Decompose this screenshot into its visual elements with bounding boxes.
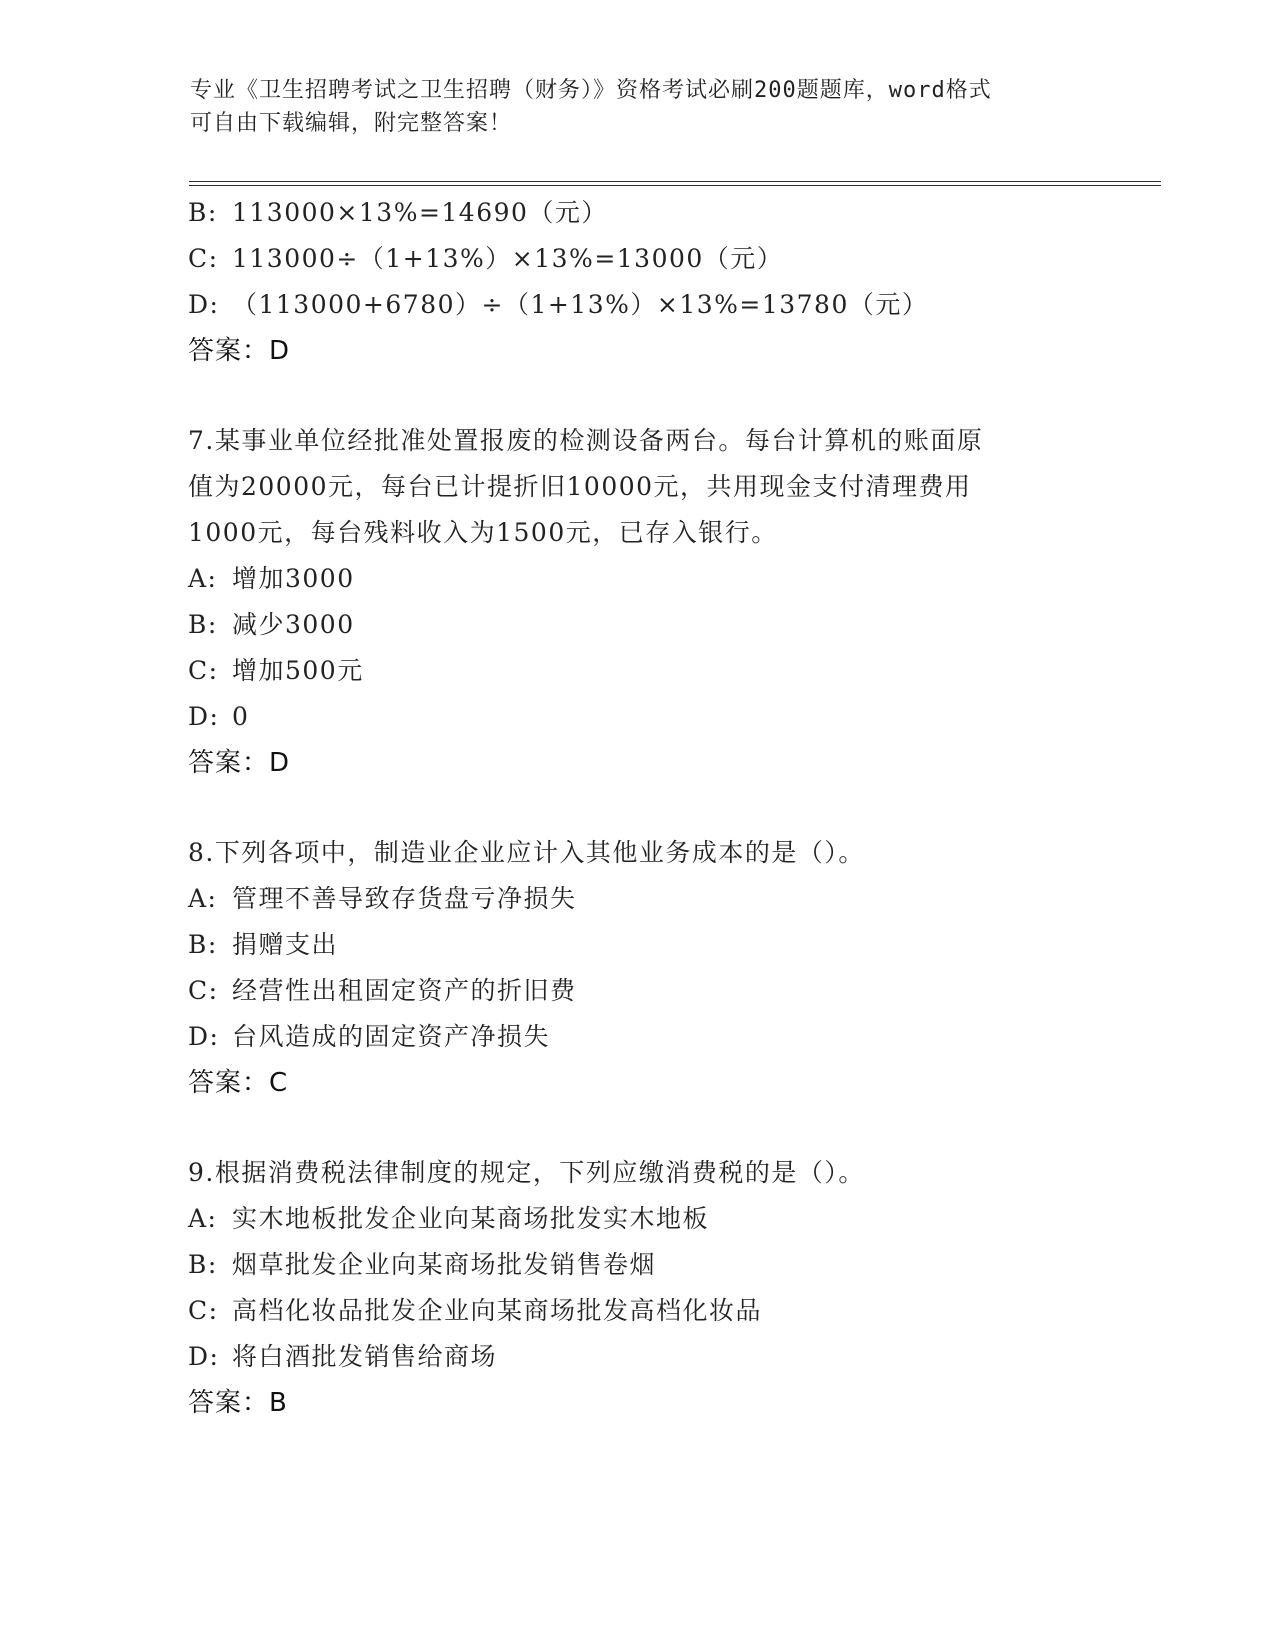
spacer [188,1106,1088,1150]
document-body [188,190,1088,1426]
option-text: 实木地板批发企业向某商场批发实木地板 [232,1204,710,1233]
option-a [188,876,1088,922]
header-divider-bottom [189,185,1161,186]
option-letter: A: [188,564,218,593]
question-stem-line: 9.根据消费税法律制度的规定，下列应缴消费税的是（）。 [188,1158,865,1187]
answer-line: 答案：D [188,336,291,366]
document-header [190,74,1090,140]
option-letter: D: [188,1342,220,1371]
question-7 [188,418,1088,786]
option-b [188,190,1088,236]
question-stem-line: 值为20000元，每台已计提折旧10000元，共用现金支付清理费用 [188,472,972,501]
option-d [188,282,1088,328]
option-d [188,1334,1088,1380]
answer-line: 答案：C [188,1068,289,1098]
question-9 [188,1150,1088,1426]
header-line-2: 可自由下载编辑，附完整答案！ [190,111,513,136]
option-letter: B: [188,610,218,639]
header-divider-top [189,181,1161,182]
option-letter: C: [188,976,219,1005]
question-stem-line: 1000元，每台残料收入为1500元，已存入银行。 [188,518,778,547]
answer-line: 答案：B [188,1388,288,1418]
option-b [188,1242,1088,1288]
option-a [188,1196,1088,1242]
option-letter: B: [188,1250,218,1279]
option-text: 0 [232,702,250,731]
option-c [188,1288,1088,1334]
header-line-1: 专业《卫生招聘考试之卫生招聘（财务）》资格考试必刷200题题库，word格式 [190,78,992,103]
option-letter: A: [188,884,218,913]
option-letter: C: [188,1296,219,1325]
option-c [188,648,1088,694]
option-letter: A: [188,1204,218,1233]
option-text: 捐赠支出 [232,930,339,959]
option-text: 增加500元 [232,656,364,685]
option-a [188,556,1088,602]
spacer [188,786,1088,830]
option-letter: D: [188,290,220,319]
option-text: （113000+6780）÷（1+13%）×13%=13780（元） [232,290,929,319]
question-stem-line: 7.某事业单位经批准处置报废的检测设备两台。每台计算机的账面原 [188,426,984,455]
option-letter: C: [188,244,219,273]
option-d [188,694,1088,740]
option-text: 烟草批发企业向某商场批发销售卷烟 [232,1250,657,1279]
option-letter: B: [188,930,218,959]
option-text: 113000÷（1+13%）×13%=13000（元） [232,244,784,273]
option-c [188,236,1088,282]
option-letter: D: [188,1022,220,1051]
option-text: 减少3000 [232,610,355,639]
option-text: 管理不善导致存货盘亏净损失 [232,884,577,913]
option-text: 经营性出租固定资产的折旧费 [232,976,577,1005]
option-b [188,602,1088,648]
question-stem-line: 8.下列各项中，制造业企业应计入其他业务成本的是（）。 [188,838,865,867]
option-letter: D: [188,702,220,731]
option-letter: B: [188,198,218,227]
option-d [188,1014,1088,1060]
option-b [188,922,1088,968]
option-c [188,968,1088,1014]
option-text: 台风造成的固定资产净损失 [232,1022,551,1051]
answer-line: 答案：D [188,748,291,778]
option-text: 高档化妆品批发企业向某商场批发高档化妆品 [232,1296,763,1325]
option-text: 增加3000 [232,564,355,593]
question-6-tail [188,190,1088,374]
option-text: 将白酒批发销售给商场 [232,1342,498,1371]
spacer [188,374,1088,418]
option-letter: C: [188,656,219,685]
question-8 [188,830,1088,1106]
option-text: 113000×13%=14690（元） [232,198,608,227]
